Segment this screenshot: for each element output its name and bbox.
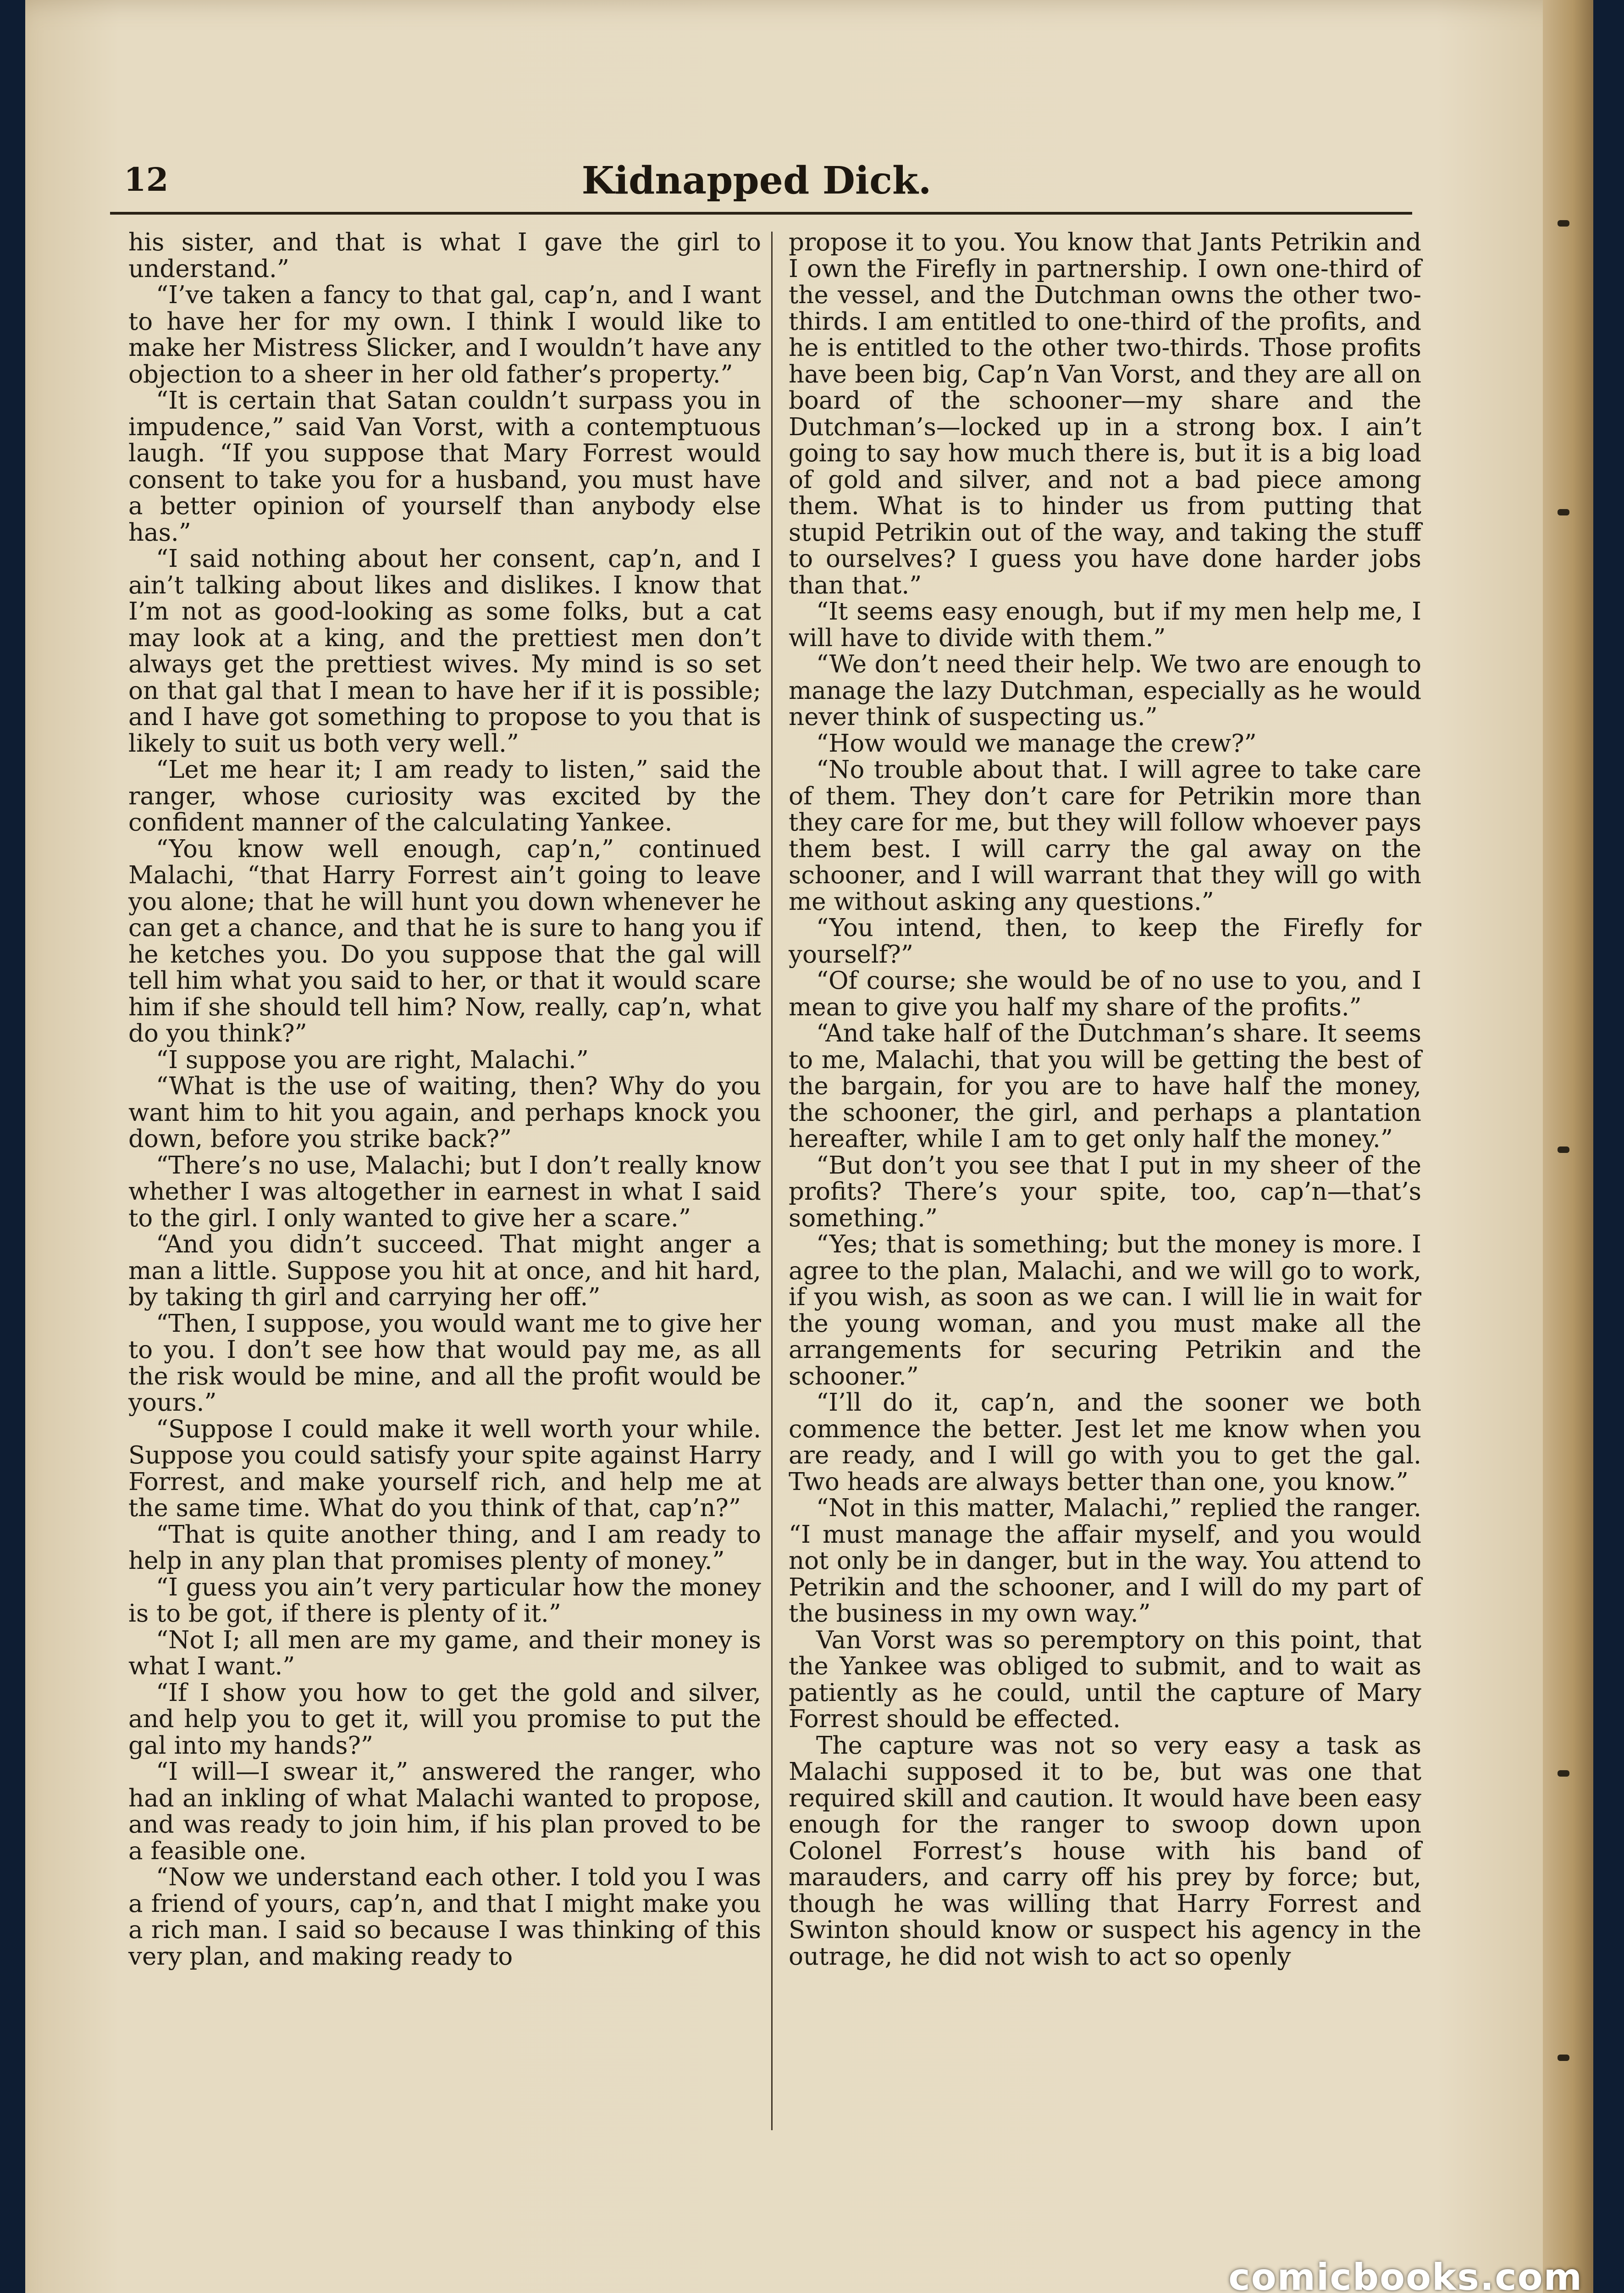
binding-stitch	[1558, 2055, 1569, 2061]
paragraph: “That is quite another thing, and I am ready to help in any plan that promises plenty of money.”	[128, 1520, 761, 1575]
paragraph: “How would we manage the crew?”	[816, 729, 1257, 758]
paragraph: “And take half of the Dutchman’s share. It seems to me, Malachi, that you will be getting the best of the bargain, for you are to have half the money, the schooner, the girl, and perhaps a plantation hereafter, while I am to get only half the money.”	[789, 1019, 1421, 1153]
paragraph: “I said nothing about her consent, cap’n, and I ain’t talking about likes and dislikes. I know that I’m not as good-looking as some folks, but a cat may look at a king, and the prettiest men don’t always get the prettiest wives. My mind is so set on that gal that I mean to have her if it is possible; and I have got something to propose to you that is likely to suit us both very well.”	[128, 545, 761, 758]
binding-stitch	[1558, 509, 1569, 515]
running-title: Kidnapped Dick.	[581, 159, 932, 203]
paragraph: “No trouble about that. I will agree to take care of them. They don’t care for Petrikin more than they care for me, but they will follow whoever pays them best. I will carry the gal away on the schooner, and I will warrant that they will go with me without asking any questions.”	[789, 756, 1421, 916]
paragraph: “Now we understand each other. I told you I was a friend of yours, cap’n, and that I might make you a rich man. I said so because I was thinking of this very plan, and making ready to	[128, 1863, 761, 1971]
paragraph: “If I show you how to get the gold and silver, and help you to get it, will you promise to put the gal into my hands?”	[128, 1678, 761, 1760]
paragraph: “There’s no use, Malachi; but I don’t really know whether I was altogether in earnest in what I said to the girl. I only wanted to give her a scare.”	[128, 1151, 761, 1232]
left-column	[128, 229, 761, 1970]
binding-stitch	[1558, 220, 1569, 227]
right-column	[789, 229, 1421, 1970]
header-rule	[110, 212, 1412, 215]
watermark: comicbooks.com	[1228, 2256, 1583, 2293]
paragraph: “Then, I suppose, you would want me to give her to you. I don’t see how that would pay me, as all the risk would be mine, and all the profit would be yours.”	[128, 1309, 761, 1417]
paragraph: “I will—I swear it,” answered the ranger, who had an inkling of what Malachi wanted to propose, and was ready to join him, if his plan proved to be a feasible one.	[128, 1758, 761, 1865]
paragraph: “Of course; she would be of no use to you, and I mean to give you half my share of the profits.”	[789, 967, 1421, 1021]
paragraph: “Yes; that is something; but the money is more. I agree to the plan, Malachi, and we will go to work, if you wish, as soon as we can. I will lie in wait for the young woman, and you must make all the arrangements for securing Petrikin and the schooner.”	[789, 1230, 1421, 1390]
paragraph: “I’ve taken a fancy to that gal, cap’n, and I want to have her for my own. I think I would like to make her Mistress Slicker, and I wouldn’t have any objection to a sheer in her old father’s property.”	[128, 281, 761, 388]
paragraph: “It seems easy enough, but if my men help me, I will have to divide with them.”	[789, 598, 1421, 652]
paragraph: The capture was not so very easy a task as Malachi supposed it to be, but was one that required skill and caution. It would have been easy enough for the ranger to swoop down upon Colonel Forrest’s house with his band of marauders, and carry off his prey by force; but, though he was willing that Harry Forrest and Swinton should know or suspect his agency in the outrage, he did not wish to act so openly	[789, 1731, 1421, 1971]
page-header	[110, 151, 1403, 206]
paragraph: “I suppose you are right, Malachi.”	[156, 1046, 589, 1074]
paragraph: “What is the use of waiting, then? Why do you want him to hit you again, and perhaps knock you down, before you strike back?”	[128, 1072, 761, 1153]
paragraph: “I guess you ain’t very particular how the money is to be got, if there is plenty of it.”	[128, 1573, 761, 1628]
paragraph: “Let me hear it; I am ready to listen,” said the ranger, whose curiosity was excited by the confident manner of the calculating Yankee.	[128, 756, 761, 836]
paragraph: “Not I; all men are my game, and their money is what I want.”	[128, 1626, 761, 1680]
paragraph: “It is certain that Satan couldn’t surpass you in impudence,” said Van Vorst, with a contemptuous laugh. “If you suppose that Mary Forrest would consent to take you for a husband, you must have a better opinion of yourself than anybody else has.”	[128, 387, 761, 547]
paragraph: “I’ll do it, cap’n, and the sooner we both commence the better. Jest let me know when you are ready, and I will go with you to get the gal. Two heads are always better than one, you know.”	[789, 1389, 1421, 1496]
paragraph: his sister, and that is what I gave the girl to understand.”	[128, 228, 761, 283]
binding-stitch	[1558, 1146, 1569, 1153]
column-divider	[771, 232, 773, 2130]
paragraph: “You know well enough, cap’n,” continued Malachi, “that Harry Forrest ain’t going to leave you alone; that he will hunt you down whenever he can get a chance, and that he is sure to hang you if he ketches you. Do you suppose that the gal will tell him what you said to her, or that it would scare him if she should tell him? Now, really, cap’n, what do you think?”	[128, 835, 761, 1047]
paragraph: “Suppose I could make it well worth your while. Suppose you could satisfy your spite against Harry Forrest, and make yourself rich, and help me at the same time. What do you think of that, cap’n?”	[128, 1415, 761, 1522]
paragraph: “And you didn’t succeed. That might anger a man a little. Suppose you hit at once, and hit hard, by taking th girl and carrying her off.”	[128, 1230, 761, 1311]
binding-gutter	[1543, 0, 1593, 2293]
paragraph: “Not in this matter, Malachi,” replied the ranger. “I must manage the affair myself, and you would not only be in danger, but in the way. You attend to Petrikin and the schooner, and I will do my part of the business in my own way.”	[789, 1494, 1421, 1628]
paragraph: Van Vorst was so peremptory on this point, that the Yankee was obliged to submit, and to wait as patiently as he could, until the capture of Mary Forrest should be effected.	[789, 1626, 1421, 1733]
paragraph: “We don’t need their help. We two are enough to manage the lazy Dutchman, especially as he would never think of suspecting us.”	[789, 650, 1421, 731]
binding-stitch	[1558, 1770, 1569, 1777]
paragraph: “You intend, then, to keep the Firefly for yourself?”	[789, 914, 1421, 969]
paragraph: “But don’t you see that I put in my sheer of the profits? There’s your spite, too, cap’n—that’s something.”	[789, 1151, 1421, 1232]
paragraph: propose it to you. You know that Jants Petrikin and I own the Firefly in partnership. I own one-third of the vessel, and the Dutchman owns the other two-thirds. I am entitled to one-third of the profits, and he is entitled to the other two-thirds. Those profits have been big, Cap’n Van Vorst, and they are all on board of the schooner—my share and the Dutchman’s—locked up in a strong box. I ain’t going to say how much there is, but it is a big load of gold and silver, and not a bad piece among them. What is to hinder us from putting that stupid Petrikin out of the way, and taking the stuff to ourselves? I guess you have done harder jobs than that.”	[789, 228, 1421, 599]
page-number: 12	[124, 161, 169, 199]
